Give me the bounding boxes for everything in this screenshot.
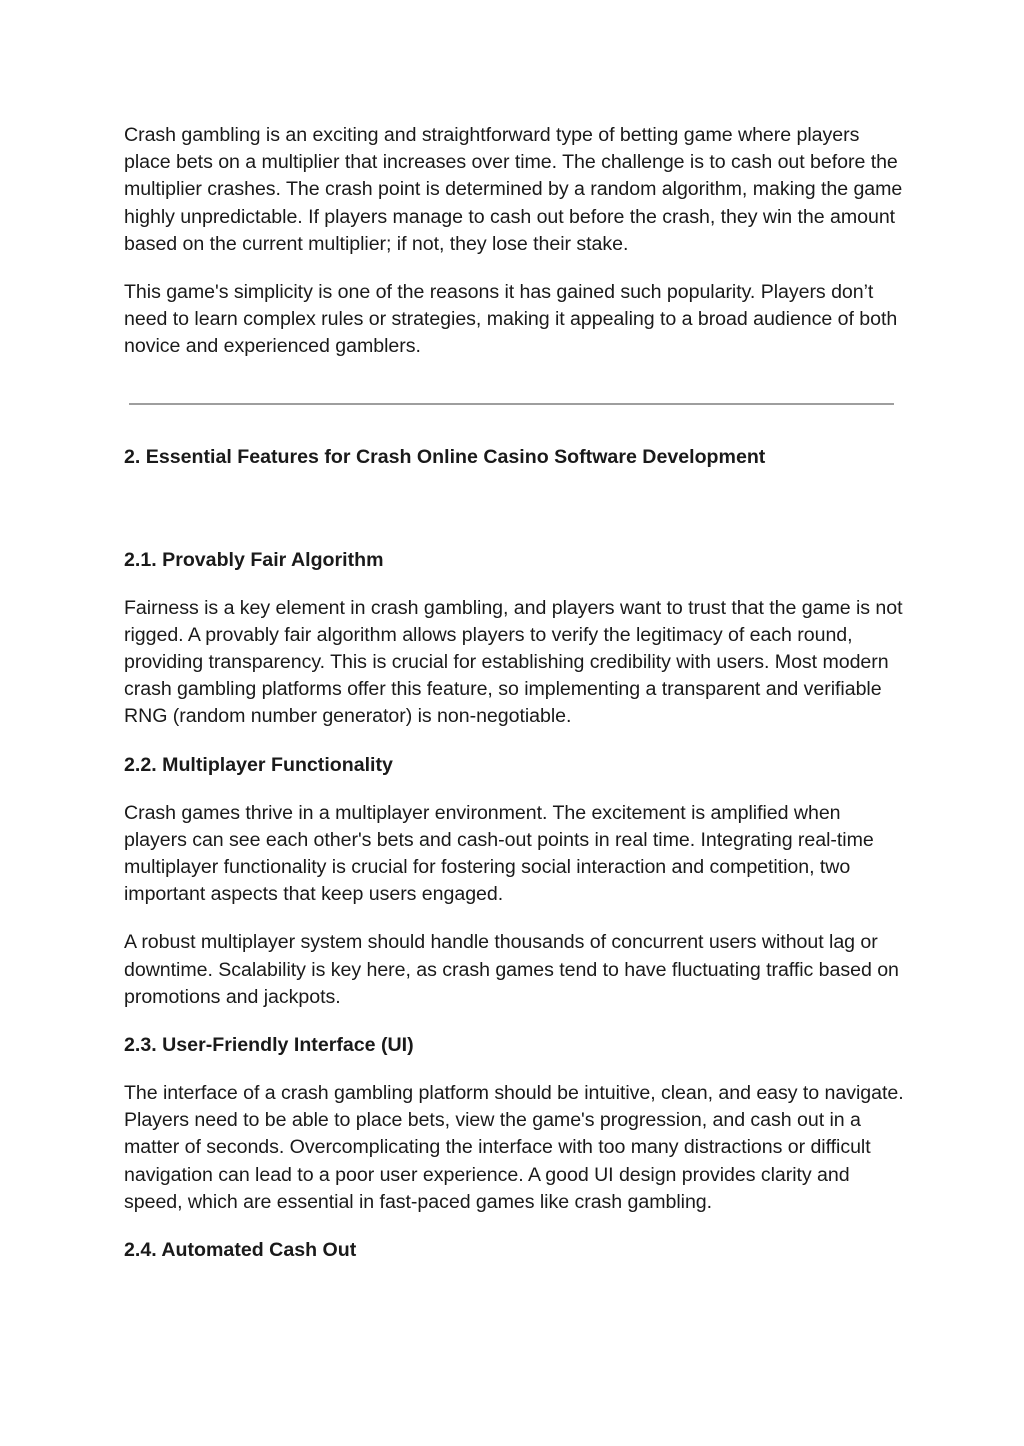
- subsection-2-4-heading: 2.4. Automated Cash Out: [124, 1239, 357, 1262]
- subsection-2-3-heading: 2.3. User-Friendly Interface (UI): [124, 1034, 414, 1057]
- section-2-heading: 2. Essential Features for Crash Online Casino Software Development: [124, 445, 766, 468]
- subsection-2-2-paragraph-1: Crash games thrive in a multiplayer environment. The excitement is amplified when players can see each other's bets and cash-out points in real time. Integrating real-time multiplayer functionality is crucial for fostering social interaction and competition, two important aspects that keep users engaged.: [124, 801, 874, 906]
- section-divider: [129, 403, 894, 405]
- subsection-2-3-paragraph-1: The interface of a crash gambling platform should be intuitive, clean, and easy to navigate. Players need to be able to place bets, view the game's progression, and cash out in a matter of seconds. Overcomplicating the interface with too many distractions or difficult navigation can lead to a poor user experience. A good UI design provides clarity and speed, which are essential in fast-paced games like crash gambling.: [124, 1082, 904, 1213]
- subsection-2-1-paragraph-1: Fairness is a key element in crash gambling, and players want to trust that the game is not rigged. A provably fair algorithm allows players to verify the legitimacy of each round, providing transparency. This is crucial for establishing credibility with users. Most modern crash gambling platforms offer this feature, so implementing a transparent and verifiable RNG (random number generator) is non-negotiable.: [124, 596, 903, 728]
- intro-paragraph-1: Crash gambling is an exciting and straightforward type of betting game where players place bets on a multiplier that increases over time. The challenge is to cash out before the multiplier crashes. The crash point is determined by a random algorithm, making the game highly unpredictable. If players manage to cash out before the crash, they win the amount based on the current multiplier; if not, they lose their stake.: [124, 124, 903, 255]
- intro-paragraph-2: This game's simplicity is one of the reasons it has gained such popularity. Players don’t need to learn complex rules or strategies, making it appealing to a broad audience of both novice and experienced gamblers.: [124, 281, 898, 358]
- subsection-2-2-paragraph-2: A robust multiplayer system should handle thousands of concurrent users without lag or downtime. Scalability is key here, as crash games tend to have fluctuating traffic based on promotions and jackpots.: [124, 931, 899, 1008]
- document-page: [124, 122, 904, 1264]
- subsection-2-2-heading: 2.2. Multiplayer Functionality: [124, 753, 393, 776]
- subsection-2-1-heading: 2.1. Provably Fair Algorithm: [124, 548, 384, 571]
